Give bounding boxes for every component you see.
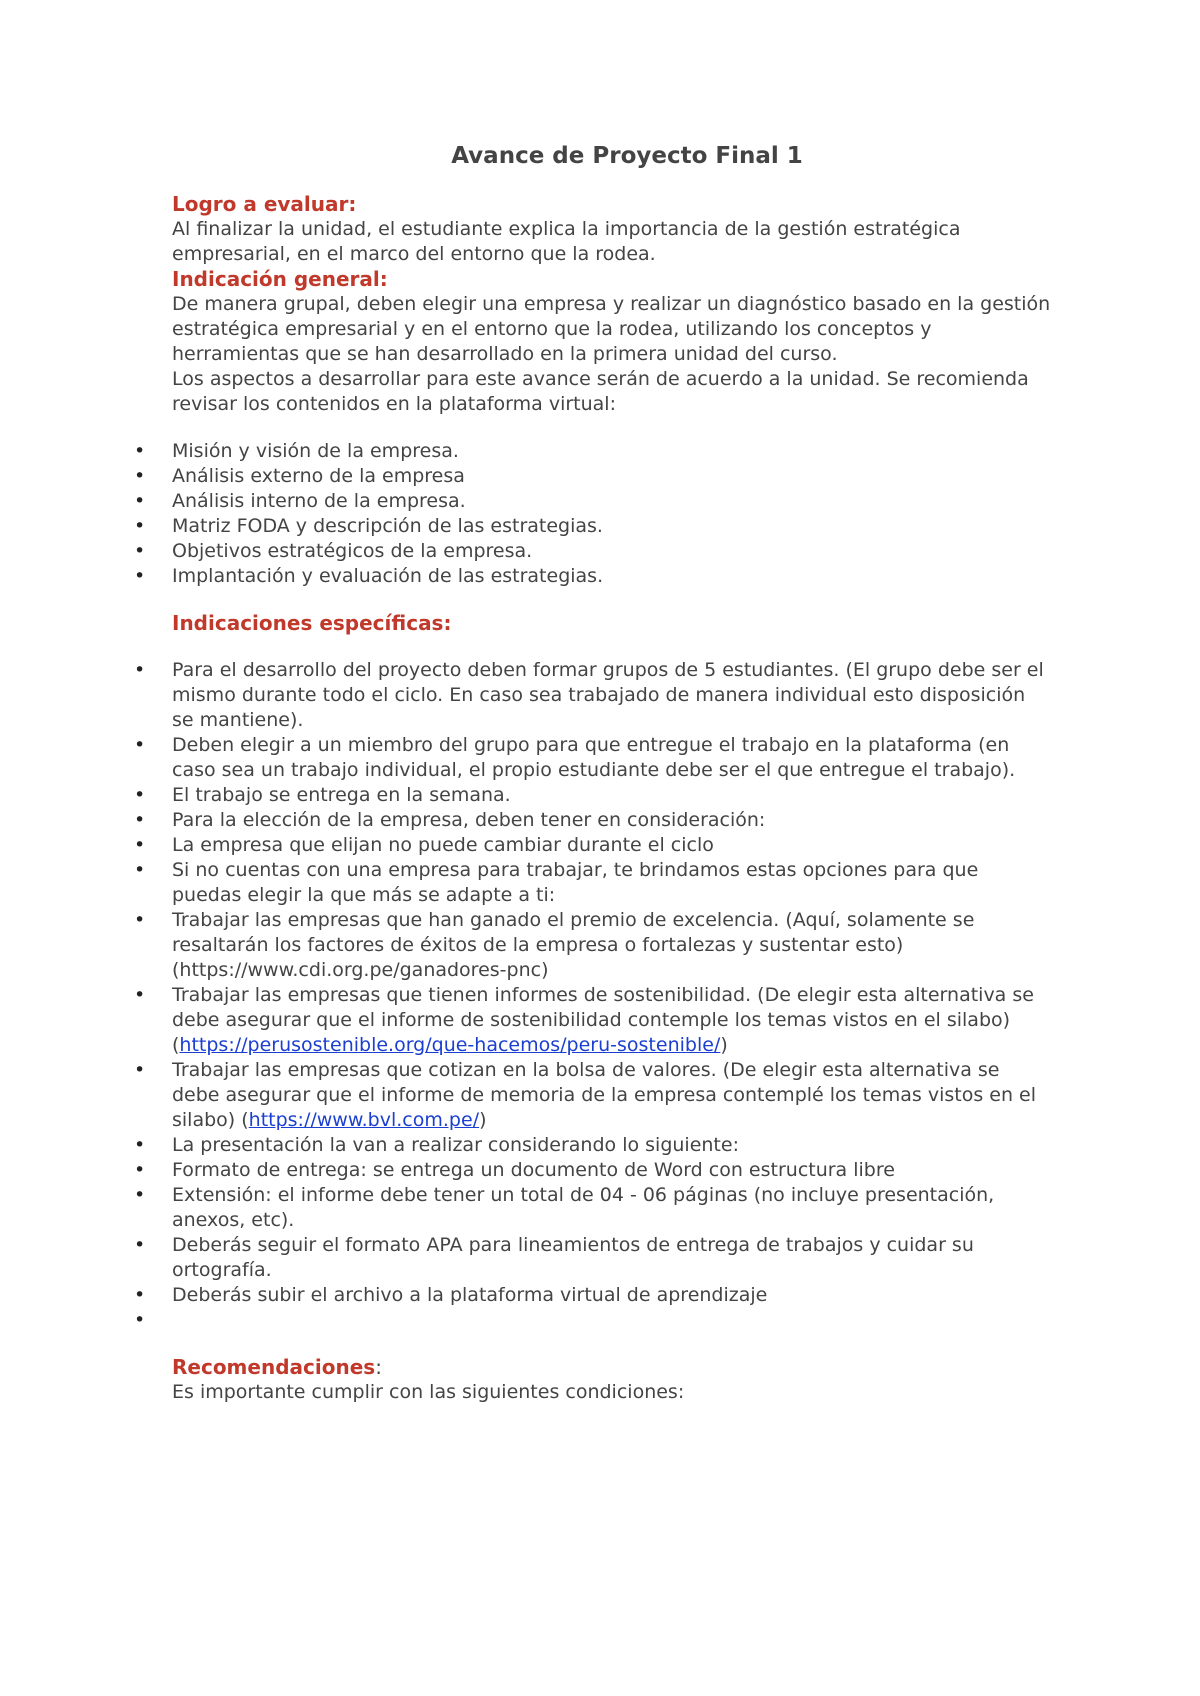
bullet-icon: • [134, 440, 146, 462]
list-item-empty [134, 1308, 1052, 1333]
bullet-icon: • [134, 1284, 146, 1306]
bullet-icon: • [134, 515, 146, 537]
bullet-icon: • [134, 984, 146, 1006]
bullet-icon: • [134, 834, 146, 856]
bullet-icon: • [134, 859, 146, 881]
list-item: • La empresa que elijan no puede cambiar durante el ciclo [134, 834, 714, 856]
list-item: • Matriz FODA y descripción de las estrategias. [134, 515, 603, 537]
list-item: • Formato de entrega: se entrega un documento de Word con estructura libre [134, 1159, 895, 1181]
bullet-icon: • [134, 490, 146, 512]
list-item: • Análisis interno de la empresa. [134, 490, 466, 512]
list-item: • Trabajar las empresas que han ganado el premio de excelencia. (Aquí, solamente se resaltarán los factores de éxitos de la empresa o fortalezas y sustentar esto) (https://www.cdi.org.pe/ganadores-pnc) [134, 909, 975, 981]
recomendaciones-colon: : [375, 1355, 382, 1379]
bullet-icon: • [134, 1159, 146, 1181]
general-text-2: Los aspectos a desarrollar para este avance serán de acuerdo a la unidad. Se recomienda revisar los contenidos en la plataforma virtual: [172, 368, 1029, 415]
bullet-icon: • [134, 1134, 146, 1156]
document-page [134, 140, 1052, 1405]
bullet-icon: • [134, 1059, 146, 1081]
list-item: • Extensión: el informe debe tener un total de 04 - 06 páginas (no incluye presentación, anexos, etc). [134, 1184, 995, 1231]
list-item: • Deben elegir a un miembro del grupo para que entregue el trabajo en la plataforma (en caso sea un trabajo individual, el propio estudiante debe ser el que entregue el trabajo). [134, 734, 1016, 781]
list-item: • Para el desarrollo del proyecto deben formar grupos de 5 estudiantes. (El grupo debe ser el mismo durante todo el ciclo. En caso sea trabajado de manera individual esto disposición se mantiene). [134, 659, 1044, 731]
logro-text: Al finalizar la unidad, el estudiante explica la importancia de la gestión estratégica empresarial, en el marco del entorno que la rodea. [172, 218, 961, 265]
list-item: • Deberás subir el archivo a la plataforma virtual de aprendizaje [134, 1284, 768, 1306]
list-item: • Misión y visión de la empresa. [134, 440, 459, 462]
bullet-icon: • [134, 809, 146, 831]
list-item: • Objetivos estratégicos de la empresa. [134, 540, 533, 562]
list-item: • Análisis externo de la empresa [134, 465, 465, 487]
aspects-list [134, 439, 1052, 589]
bvl-link[interactable]: https://www.bvl.com.pe/ [248, 1109, 480, 1131]
bullet-icon: • [134, 1184, 146, 1206]
bullet-icon: • [134, 784, 146, 806]
list-item: • El trabajo se entrega en la semana. [134, 784, 511, 806]
perusostenible-link[interactable]: https://perusostenible.org/que-hacemos/peru-sostenible/ [179, 1034, 721, 1056]
bullet-icon: • [134, 734, 146, 756]
general-heading: Indicación general: [172, 267, 388, 291]
list-item: • Si no cuentas con una empresa para trabajar, te brindamos estas opciones para que puedas elegir la que más se adapte a ti: [134, 859, 979, 906]
list-item: • Para la elección de la empresa, deben tener en consideración: [134, 809, 766, 831]
bullet-icon: • [134, 1234, 146, 1256]
bullet-icon: • [134, 1309, 146, 1331]
specific-list [134, 658, 1052, 1333]
list-item: • Deberás seguir el formato APA para lineamientos de entrega de trabajos y cuidar su ortografía. [134, 1234, 974, 1281]
recomendaciones-text: Es importante cumplir con las siguientes condiciones: [172, 1381, 685, 1403]
list-item: • Implantación y evaluación de las estrategias. [134, 565, 604, 587]
bullet-icon: • [134, 909, 146, 931]
general-text-1: De manera grupal, deben elegir una empresa y realizar un diagnóstico basado en la gestión estratégica empresarial y en el entorno que la rodea, utilizando los conceptos y herramientas que se han desarrollado en la primera unidad del curso. [172, 293, 1051, 365]
list-item: • Trabajar las empresas que cotizan en la bolsa de valores. (De elegir esta alternativa se debe asegurar que el informe de memoria de la empresa contemplé los temas vistos en el silabo) (https://www.bvl.com.pe/) [134, 1059, 1037, 1131]
bullet-icon: • [134, 565, 146, 587]
list-item: • La presentación la van a realizar considerando lo siguiente: [134, 1134, 739, 1156]
bullet-icon: • [134, 540, 146, 562]
recomendaciones-heading: Recomendaciones: [172, 1355, 382, 1379]
document-title: Avance de Proyecto Final 1 [451, 143, 803, 169]
bullet-icon: • [134, 659, 146, 681]
logro-heading: Logro a evaluar: [172, 192, 357, 216]
list-item: • Trabajar las empresas que tienen informes de sostenibilidad. (De elegir esta alternativa se debe asegurar que el informe de sostenibilidad contemple los temas vistos en el silabo) (https://perusostenible.org/que-hacemos/peru-sostenible/) [134, 984, 1034, 1056]
specific-heading: Indicaciones específicas: [172, 611, 452, 635]
bullet-icon: • [134, 465, 146, 487]
